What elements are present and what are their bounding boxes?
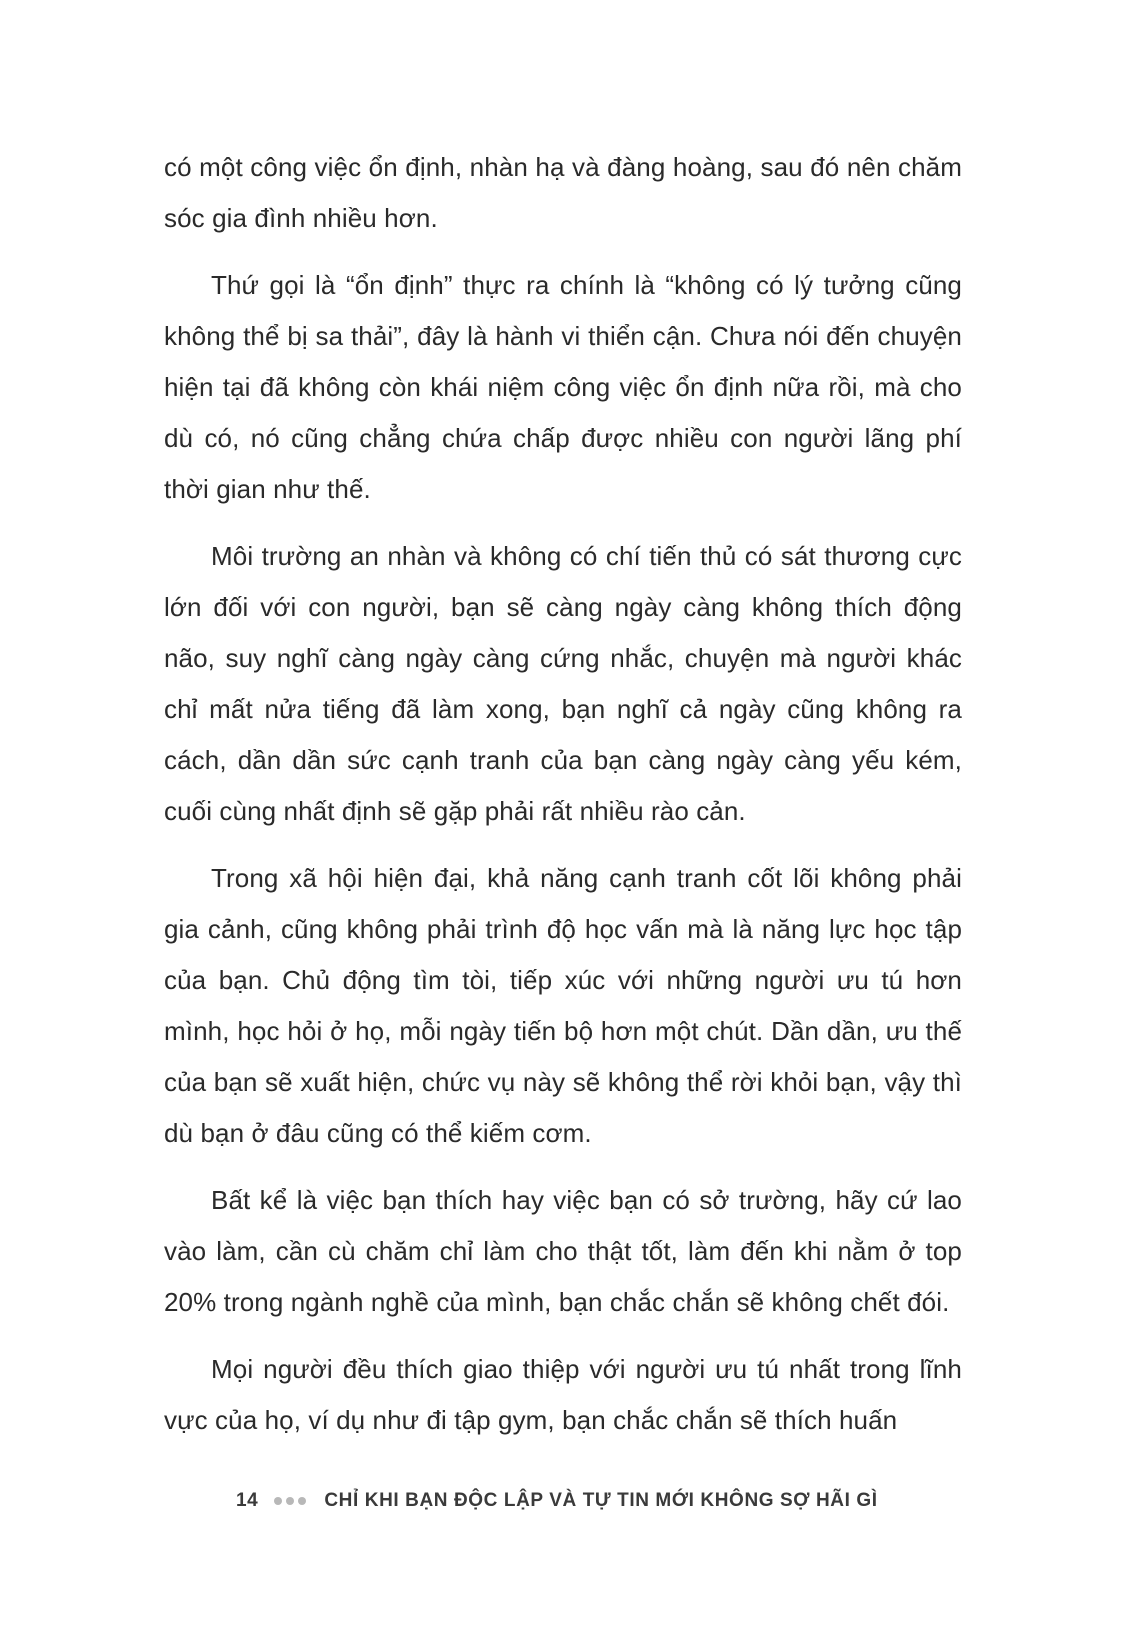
paragraph-5: Bất kể là việc bạn thích hay việc bạn có sở trường, hãy cứ lao vào làm, cần cù chăm chỉ làm cho thật tốt, làm đến khi nằm ở top 20% trong ngành nghề của mình, bạn chắc chắn sẽ không chết đói. (164, 1185, 962, 1317)
paragraph-6: Mọi người đều thích giao thiệp với người ưu tú nhất trong lĩnh vực của họ, ví dụ như đi tập gym, bạn chắc chắn sẽ thích huấn (164, 1354, 962, 1435)
dot-icon (298, 1497, 306, 1505)
dot-icon (286, 1497, 294, 1505)
paragraph-3: Môi trường an nhàn và không có chí tiến thủ có sát thương cực lớn đối với con người, bạn sẽ càng ngày càng không thích động não, suy nghĩ càng ngày càng cứng nhắc, chuyện mà người khác chỉ mất nửa tiếng đã làm xong, bạn nghĩ cả ngày cũng không ra cách, dần dần sức cạnh tranh của bạn càng ngày càng yếu kém, cuối cùng nhất định sẽ gặp phải rất nhiều rào cản. (164, 541, 962, 826)
paragraph-4: Trong xã hội hiện đại, khả năng cạnh tranh cốt lõi không phải gia cảnh, cũng không phải trình độ học vấn mà là năng lực học tập của bạn. Chủ động tìm tòi, tiếp xúc với những người ưu tú hơn mình, học hỏi ở họ, mỗi ngày tiến bộ hơn một chút. Dần dần, ưu thế của bạn sẽ xuất hiện, chức vụ này sẽ không thể rời khỏi bạn, vậy thì dù bạn ở đâu cũng có thể kiếm cơm. (164, 863, 962, 1148)
body-text (164, 142, 962, 1462)
dot-icon (274, 1497, 282, 1505)
page-number: 14 (236, 1490, 259, 1511)
separator-dots-icon (274, 1497, 306, 1505)
paragraph-1: có một công việc ổn định, nhàn hạ và đàng hoàng, sau đó nên chăm sóc gia đình nhiều hơn. (164, 152, 962, 233)
page-footer (236, 1486, 878, 1516)
paragraph-2: Thứ gọi là “ổn định” thực ra chính là “không có lý tưởng cũng không thể bị sa thải”, đây là hành vi thiển cận. Chưa nói đến chuyện hiện tại đã không còn khái niệm công việc ổn định nữa rồi, mà cho dù có, nó cũng chẳng chứa chấp được nhiều con người lãng phí thời gian như thế. (164, 270, 962, 504)
running-title: CHỈ KHI BẠN ĐỘC LẬP VÀ TỰ TIN MỚI KHÔNG SỢ HÃI GÌ (324, 1490, 878, 1511)
